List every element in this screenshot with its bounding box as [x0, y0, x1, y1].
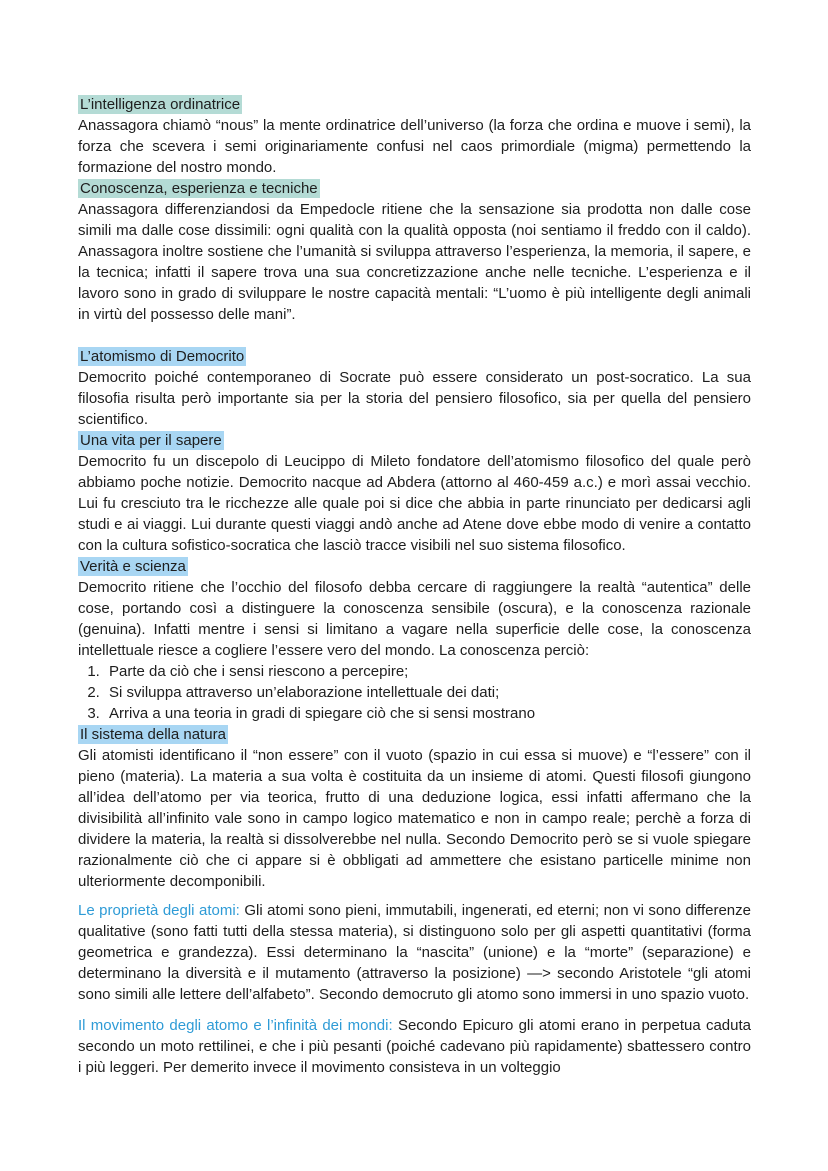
paragraph-sistema-della-natura: Gli atomisti identificano il “non essere” con il vuoto (spazio in cui essa si muove) e “l’essere” con il pieno (materia). La materia a sua volta è costituita da un insieme di atomi. Questi filosofi giungono all’idea dell’atomo per via teorica, frutto di una deduzione logica, essi infatti affermano che la divisibilità all’infinito vale sono in campo logico matematico e non in campo reale; perchè a forza di dividere la materia, la realtà si dissolverebbe nel nulla. Secondo Democrito però se si vuole spiegare razionalmente ciò che ci appare si è obbligati ad ammettere che esistano particelle minime non ulteriormente decomponibili. [78, 747, 751, 890]
lead-proprieta-degli-atomi: Le proprietà degli atomi: [78, 902, 245, 919]
heading-line [78, 556, 751, 577]
heading-line [78, 346, 751, 367]
paragraph-una-vita-per-il-sapere: Democrito fu un discepolo di Leucippo di Mileto fondatore dell’atomismo filosofico del quale però abbiamo poche notizie. Democrito nacque ad Abdera (attorno al 460-459 a.c.) e morì assai vecchio. Lui fu cresciuto tra le ricchezze alle quale poi si dice che abbia in parte rinunciato per dedicarsi agli studi e ai viaggi. Lui durante questi viaggi andò anche ad Atene dove ebbe modo di venire a contatto con la cultura sofistico-socratica che lasciò tracce visibili nel suo sistema filosofico. [78, 453, 751, 554]
body-proprieta-degli-atomi: Gli atomi sono pieni, immutabili, ingenerati, ed eterni; non vi sono differenze qualitative (sono fatti tutti della stessa materia), si distinguono solo per gli aspetti quantitativi (forma geometrica e grandezza). Essi determinano la “nascita” (unione) e la “morte” (separazione) e determinano la diversità e il mutamento (attraverso la posizione) —> secondo Aristotele “gli atomi sono simili alle lettere dell’alfabeto”. Secondo democruto gli atomo sono immersi in uno spazio vuoto. [78, 902, 751, 1003]
section-heading-sistema-della-natura: Il sistema della natura [80, 726, 226, 743]
list-item: 2. Si sviluppa attraverso un’elaborazione intellettuale dei dati; [104, 682, 751, 703]
paragraph-atomismo-democrito: Democrito poiché contemporaneo di Socrate può essere considerato un post-socratico. La sua filosofia risulta però importante sia per la storia del pensiero filosofico, sia per quella del pensiero scientifico. [78, 369, 751, 428]
paragraph-movimento-degli-atomi [78, 1015, 751, 1078]
paragraph-verita-e-scienza: Democrito ritiene che l’occhio del filosofo debba cercare di raggiungere la realtà “autentica” delle cose, portando così a distinguere la conoscenza sensibile (oscura), e la conoscenza razionale (genuina). Infatti mentre i sensi si limitano a vagare nella superficie delle cose, la conoscenza intellettuale riesce a cogliere l’essere vero del mondo. La conoscenza perciò: [78, 579, 751, 659]
section-heading-intelligenza-ordinatrice: L’intelligenza ordinatrice [80, 96, 241, 113]
lead-movimento-degli-atomi: Il movimento degli atomo e l’infinità dei mondi: [78, 1017, 398, 1034]
paragraph-conoscenza-esperienza: Anassagora differenziandosi da Empedocle ritiene che la sensazione sia prodotta non dalle cose simili ma dalle cose dissimili: ogni qualità con la qualità opposta (noi sentiamo il freddo con il caldo). Anassagora inoltre sostiene che l’umanità si sviluppa attraverso l’esperienza, la memoria, il sapere, e la tecnica; infatti il sapere trova una sua concretizzazione anche nelle tecniche. L’esperienza e il lavoro sono in grado di sviluppare le nostre capacità mentali: “L’uomo è più intelligente degli animali in virtù del possesso delle mani”. [78, 201, 751, 323]
list-item: 3. Arriva a una teoria in gradi di spiegare ciò che si sensi mostrano [104, 703, 751, 724]
section-heading-una-vita-per-il-sapere: Una vita per il sapere [80, 432, 222, 449]
section-heading-conoscenza-esperienza: Conoscenza, esperienza e tecniche [80, 180, 318, 197]
paragraph-proprieta-degli-atomi [78, 900, 751, 1005]
document-content [78, 94, 751, 1078]
knowledge-steps-list [78, 661, 751, 724]
body-movimento-degli-atomi: Secondo Epicuro gli atomi erano in perpetua caduta secondo un moto rettilinei, e che i più pesanti (poiché cadevano più rapidamente) sbattessero contro i più leggeri. Per demerito invece il movimento consisteva in un volteggio [78, 1017, 751, 1076]
section-heading-verita-e-scienza: Verità e scienza [80, 558, 186, 575]
heading-line [78, 724, 751, 745]
list-item: 1. Parte da ciò che i sensi riescono a percepire; [104, 661, 751, 682]
heading-line [78, 94, 751, 115]
paragraph-intelligenza-ordinatrice: Anassagora chiamò “nous” la mente ordinatrice dell’universo (la forza che ordina e muove i semi), la forza che scevera i semi originariamente confusi nel caos primordiale (migma) permettendo la formazione del nostro mondo. [78, 117, 751, 176]
section-heading-atomismo-democrito: L’atomismo di Democrito [80, 348, 245, 365]
heading-line [78, 430, 751, 451]
heading-line [78, 178, 751, 199]
